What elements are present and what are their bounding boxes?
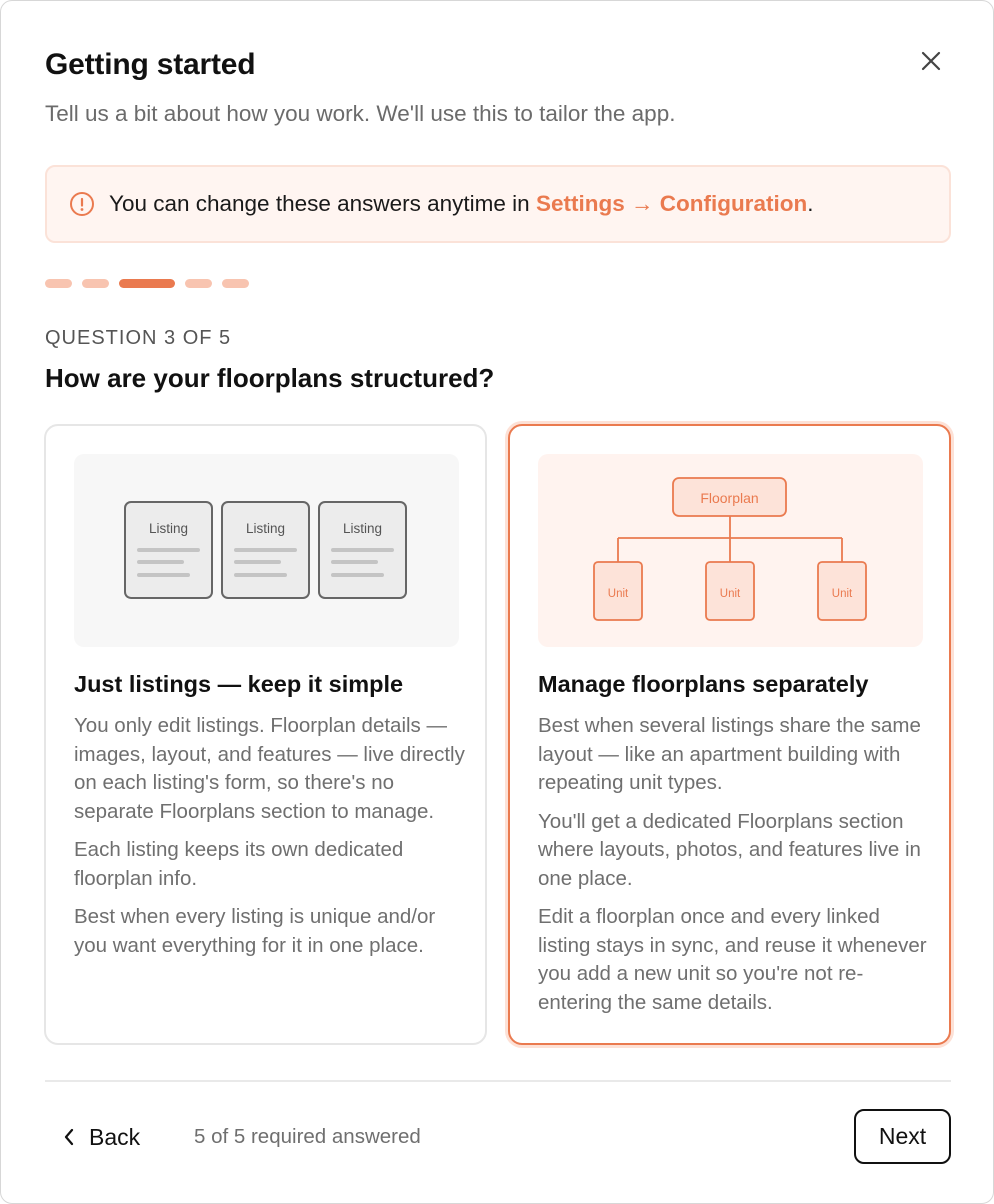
modal-subtitle: Tell us a bit about how you work. We'll use this to tailor the app. <box>45 101 676 126</box>
progress-step-5 <box>222 279 249 288</box>
listing-label-3: Listing <box>342 521 383 536</box>
option-description <box>74 712 466 970</box>
next-button[interactable]: Next <box>854 1109 951 1164</box>
answered-status: 5 of 5 required answered <box>194 1125 421 1148</box>
option-paragraph: Each listing keeps its own dedicated floorplan info. <box>74 838 404 890</box>
option-paragraph: Edit a floorplan once and every linked listing stays in sync, and reuse it whenever you add a new unit so you're not re-entering the same details. <box>538 905 927 1014</box>
progress-step-3 <box>119 279 175 288</box>
settings-configuration-link[interactable]: Settings → Configuration <box>535 191 808 216</box>
option-card-manage-floorplans[interactable] <box>508 424 951 1045</box>
listing-doc-icon <box>125 502 212 598</box>
option-paragraph: You only edit listings. Floorplan details — images, layout, and features — live directly on each listing's form, so there's no separate Floorplans section to manage. <box>74 714 465 823</box>
back-button[interactable] <box>63 1117 140 1157</box>
option-paragraph: Best when every listing is unique and/or you want everything for it in one place. <box>74 905 436 957</box>
unit-node <box>706 562 754 620</box>
unit-node-label: Unit <box>607 588 629 600</box>
chevron-left-icon <box>63 1127 75 1147</box>
back-label: Back <box>89 1123 141 1150</box>
modal-title: Getting started <box>45 48 256 81</box>
banner-text <box>109 191 813 217</box>
progress-step-4 <box>185 279 212 288</box>
progress-step-2 <box>82 279 109 288</box>
unit-node-label: Unit <box>831 588 853 600</box>
hierarchy-connector-lines <box>618 516 842 562</box>
unit-node-label: Unit <box>719 588 741 600</box>
info-icon <box>69 191 95 217</box>
progress-step-1 <box>45 279 72 288</box>
modal-header <box>45 45 949 126</box>
option-title: Just listings — keep it simple <box>74 671 404 697</box>
floorplan-hierarchy-illustration <box>538 454 923 647</box>
question-counter: QUESTION 3 OF 5 <box>45 327 232 349</box>
question-title: How are your floorplans structured? <box>45 363 495 393</box>
floorplan-node <box>673 478 786 516</box>
option-paragraph: Best when several listings share the same layout — like an apartment building with repeating unit types. <box>538 714 921 794</box>
unit-node <box>594 562 642 620</box>
close-button[interactable] <box>915 45 947 77</box>
listing-doc-icon <box>319 502 406 598</box>
banner-message: You can change these answers anytime in <box>109 191 536 216</box>
close-icon <box>921 51 941 71</box>
banner-suffix: . <box>807 191 814 216</box>
info-banner <box>45 165 951 243</box>
option-paragraph: You'll get a dedicated Floorplans section where layouts, photos, and features live in one place. <box>538 809 921 890</box>
floorplan-node-label: Floorplan <box>700 490 759 506</box>
listing-label-1: Listing <box>148 521 189 536</box>
listing-doc-icon <box>222 502 309 598</box>
option-title: Manage floorplans separately <box>538 671 869 697</box>
listing-label-2: Listing <box>245 521 286 536</box>
option-card-just-listings[interactable] <box>44 424 487 1045</box>
option-description <box>538 712 930 1027</box>
footer-divider <box>45 1080 951 1082</box>
unit-node <box>818 562 866 620</box>
progress-steps <box>45 279 249 289</box>
listings-illustration <box>74 454 459 647</box>
